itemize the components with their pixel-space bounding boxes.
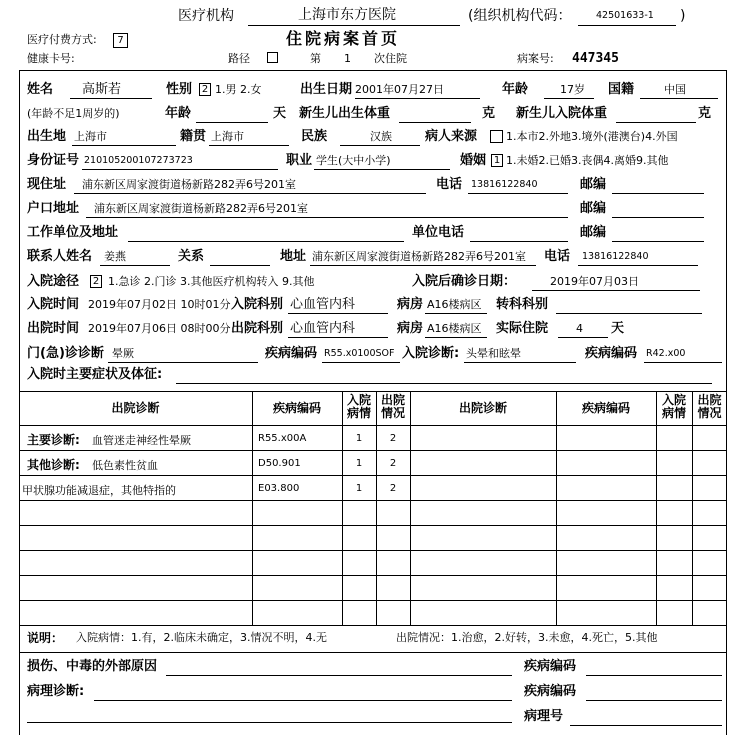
zip-label-3: 邮编 xyxy=(580,225,607,240)
admit-time-label: 入院时间 xyxy=(27,297,80,312)
patient-name: 高斯若 xyxy=(82,82,122,97)
row-code: D50.901 xyxy=(258,458,301,469)
row-discharge-condition: 2 xyxy=(389,433,397,444)
days-label: 实际住院 xyxy=(496,321,549,336)
contact-addr-label: 地址 xyxy=(280,249,307,264)
native-place-label: 籍贯 xyxy=(180,129,207,144)
admission-suffix: 次住院 xyxy=(374,52,407,65)
note-label: 说明： xyxy=(27,631,64,645)
th-code-2: 疾病编码 xyxy=(581,401,630,415)
ethnicity-value: 汉族 xyxy=(370,130,392,143)
household-address: 浦东新区周家渡街道杨新路282弄6号201室 xyxy=(94,202,308,215)
row-diagnosis: 血管迷走神经性晕厥 xyxy=(92,434,191,447)
row-discharge-condition: 2 xyxy=(389,483,397,494)
work-label: 工作单位及地址 xyxy=(27,225,119,240)
nationality-value: 中国 xyxy=(664,83,686,96)
hospital-name: 上海市东方医院 xyxy=(298,7,396,23)
route-options: 1.急诊 2.门诊 3.其他医疗机构转入 9.其他 xyxy=(108,275,315,288)
admit-time: 2019年07月02日 10时01分 xyxy=(88,298,231,311)
record-no-label: 病案号: xyxy=(517,52,554,65)
org-label: 医疗机构 xyxy=(178,8,234,24)
day-unit: 天 xyxy=(273,106,287,121)
record-no: 447345 xyxy=(572,51,619,66)
row-admit-condition: 1 xyxy=(355,483,363,494)
org-code-underline xyxy=(578,25,676,26)
th-discharge-condition: 出院 情况 xyxy=(380,393,405,420)
ward-label: 病房 xyxy=(397,297,424,312)
outpatient-label: 门(急)诊诊断 xyxy=(27,346,104,361)
phone-label: 电话 xyxy=(436,177,463,192)
relation-label: 关系 xyxy=(178,249,205,264)
admit-dept: 心血管内科 xyxy=(290,297,356,312)
page-title: 住院病案首页 xyxy=(286,29,401,48)
ethnicity-label: 民族 xyxy=(301,129,328,144)
th-diagnosis-2: 出院诊断 xyxy=(458,401,507,415)
row-diagnosis: 甲状腺功能减退症，其他特指的 xyxy=(22,484,176,497)
admit-code: R42.x00 xyxy=(646,348,686,359)
injury-label: 损伤、中毒的外部原因 xyxy=(27,659,158,674)
org-code-close: ) xyxy=(680,8,686,24)
route-box[interactable]: 2 xyxy=(90,275,102,288)
th-admit-condition: 入院 病情 xyxy=(346,393,371,420)
admit-diag-label: 入院诊断: xyxy=(402,346,460,361)
row-prefix: 其他诊断: xyxy=(27,458,80,472)
row-discharge-condition: 2 xyxy=(389,458,397,469)
address-value: 浦东新区周家渡街道杨新路282弄6号201室 xyxy=(82,178,296,191)
note-admit: 入院病情：1.有，2.临床未确定，3.情况不明，4.无 xyxy=(76,631,327,644)
birthplace-value: 上海市 xyxy=(74,130,107,143)
work-phone-label: 单位电话 xyxy=(412,225,465,240)
phone-value: 13816122840 xyxy=(471,179,538,190)
org-code: 42501633-1 xyxy=(596,10,654,21)
admit-diag: 头晕和眩晕 xyxy=(466,347,521,360)
zip-label: 邮编 xyxy=(580,177,607,192)
name-label: 姓名 xyxy=(27,82,54,97)
row-admit-condition: 1 xyxy=(355,433,363,444)
pay-method-label: 医疗付费方式: xyxy=(27,33,97,46)
org-code-label: (组织机构代码： xyxy=(468,8,572,24)
dob-value: 2001年07月27日 xyxy=(355,83,444,96)
gender-label: 性别 xyxy=(166,82,193,97)
confirm-date: 2019年07月03日 xyxy=(550,275,639,288)
marital-box[interactable]: 1 xyxy=(491,154,503,167)
row-diagnosis: 低色素性贫血 xyxy=(92,459,158,472)
days-unit: 天 xyxy=(611,321,625,336)
confirm-label: 入院后确诊日期： xyxy=(412,274,517,289)
health-card-label: 健康卡号: xyxy=(27,52,75,65)
nationality-label: 国籍 xyxy=(608,82,635,97)
contact-phone-label: 电话 xyxy=(544,249,571,264)
days-value: 4 xyxy=(576,322,583,335)
address-label: 现住址 xyxy=(27,177,67,192)
source-label: 病人来源 xyxy=(425,129,478,144)
age-label: 年龄 xyxy=(502,82,529,97)
contact-name: 姜燕 xyxy=(104,250,126,263)
dob-label: 出生日期 xyxy=(300,82,353,97)
pathway-checkbox[interactable] xyxy=(267,52,278,63)
discharge-dept-label: 出院科别 xyxy=(231,321,284,336)
infant-note: (年龄不足1周岁的) xyxy=(27,107,120,120)
pathology-no-label: 病理号 xyxy=(524,709,564,724)
route-label: 入院途径 xyxy=(27,274,80,289)
admission-prefix: 第 xyxy=(310,52,321,65)
discharge-ward: A16楼病区 xyxy=(427,322,482,335)
row-admit-condition: 1 xyxy=(355,458,363,469)
code-label: 疾病编码 xyxy=(265,346,318,361)
injury-code-label: 疾病编码 xyxy=(524,659,577,674)
admission-count: 1 xyxy=(344,52,351,65)
gender-options: 1.男 2.女 xyxy=(215,83,262,96)
row-code: E03.800 xyxy=(258,483,300,494)
zip-label-2: 邮编 xyxy=(580,201,607,216)
source-options: 1.本市2.外地3.境外(港澳台)4.外国 xyxy=(506,130,678,143)
birthplace-label: 出生地 xyxy=(27,129,67,144)
th-diagnosis: 出院诊断 xyxy=(111,401,160,415)
discharge-time: 2019年07月06日 08时00分 xyxy=(88,322,231,335)
th-discharge-condition-2: 出院 情况 xyxy=(697,393,722,420)
th-code: 疾病编码 xyxy=(272,401,321,415)
newborn-weight-label: 新生儿出生体重 xyxy=(299,106,391,121)
admit-dept-label: 入院科别 xyxy=(231,297,284,312)
age-value: 17岁 xyxy=(560,83,585,96)
hospital-underline xyxy=(248,25,460,26)
outpatient-diag: 晕厥 xyxy=(112,347,134,360)
admit-ward: A16楼病区 xyxy=(427,298,482,311)
symptom-label: 入院时主要症状及体征: xyxy=(27,367,163,382)
code-label-2: 疾病编码 xyxy=(585,346,638,361)
contact-label: 联系人姓名 xyxy=(27,249,93,264)
row-prefix: 主要诊断: xyxy=(27,433,80,447)
pathway-label: 路径 xyxy=(228,52,250,65)
ward-label-2: 病房 xyxy=(397,321,424,336)
id-label: 身份证号 xyxy=(27,153,80,168)
occupation-label: 职业 xyxy=(286,153,313,168)
pathology-label: 病理诊断: xyxy=(27,684,85,699)
occupation-value: 学生(大中小学) xyxy=(316,154,391,167)
gender-box[interactable]: 2 xyxy=(199,83,211,96)
infant-age-label: 年龄 xyxy=(165,106,192,121)
outpatient-code: R55.x0100SOF xyxy=(324,348,395,359)
note-discharge: 出院情况：1.治愈，2.好转，3.未愈，4.死亡，5.其他 xyxy=(396,631,658,644)
id-number: 210105200107273723 xyxy=(84,155,193,166)
source-checkbox[interactable] xyxy=(490,130,503,143)
newborn-admit-weight-label: 新生儿入院体重 xyxy=(516,106,608,121)
discharge-time-label: 出院时间 xyxy=(27,321,80,336)
contact-phone: 13816122840 xyxy=(582,251,649,262)
marital-options: 1.未婚2.已婚3.丧偶4.离婚9.其他 xyxy=(506,154,669,167)
native-place-value: 上海市 xyxy=(211,130,244,143)
contact-address: 浦东新区周家渡街道杨新路282弄6号201室 xyxy=(312,250,526,263)
pathology-code-label: 疾病编码 xyxy=(524,684,577,699)
gram-unit-2: 克 xyxy=(698,106,712,121)
household-label: 户口地址 xyxy=(27,201,80,216)
transfer-label: 转科科别 xyxy=(496,297,549,312)
row-code: R55.x00A xyxy=(258,433,307,444)
gram-unit: 克 xyxy=(482,106,496,121)
discharge-dept: 心血管内科 xyxy=(290,321,356,336)
marital-label: 婚姻 xyxy=(460,153,487,168)
th-admit-condition-2: 入院 病情 xyxy=(661,393,686,420)
pay-method-box[interactable]: 7 xyxy=(113,33,128,48)
